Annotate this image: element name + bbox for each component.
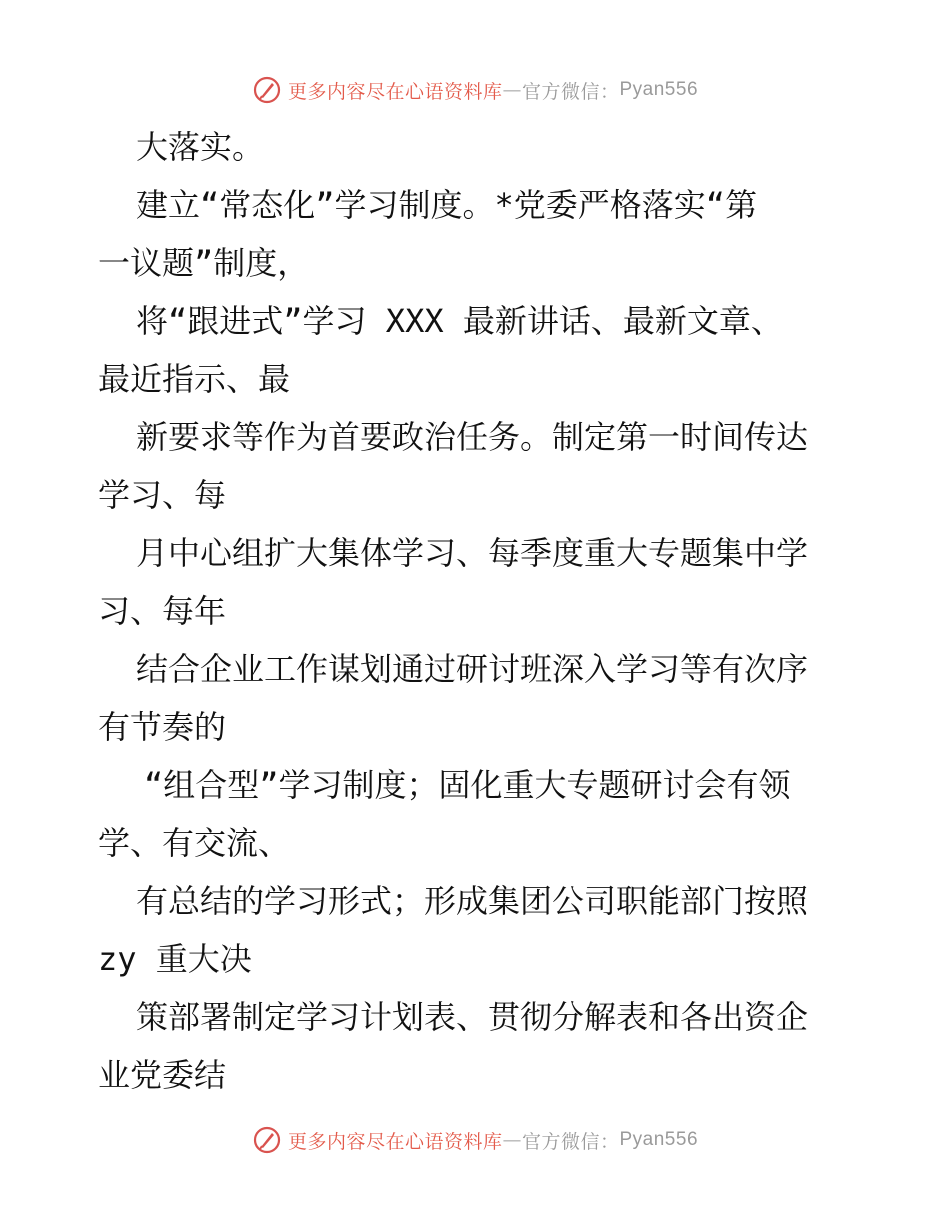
watermark-separator: — [502, 1129, 522, 1151]
quill-pen-circle-icon [252, 75, 282, 105]
text-line: zy 重大决 [98, 940, 252, 978]
text-line: 有总结的学习形式；形成集团公司职能部门按照 [136, 882, 809, 920]
document-body [98, 118, 858, 1104]
text-line: 大落实。 [136, 128, 265, 166]
text-line: 有节奏的 [98, 708, 227, 746]
text-line: 将“跟进式”学习 XXX 最新讲话、最新文章、 [136, 302, 783, 340]
quill-pen-circle-icon [252, 1125, 282, 1155]
watermark-handle: Pyan556 [619, 1129, 699, 1150]
text-line: 月中心组扩大集体学习、每季度重大专题集中学 [136, 534, 809, 572]
text-line: 策部署制定学习计划表、贯彻分解表和各出资企 [136, 998, 809, 1036]
text-line: 业党委结 [98, 1056, 227, 1094]
watermark-label: 官方微信： [521, 80, 620, 103]
text-line: 新要求等作为首要政治任务。制定第一时间传达 [136, 418, 809, 456]
watermark-brand: 更多内容尽在心语资料库 [287, 80, 503, 103]
text-line: 最近指示、最 [98, 360, 291, 398]
text-line: 结合企业工作谋划通过研讨班深入学习等有次序 [136, 650, 809, 688]
text-line: 建立“常态化”学习制度。*党委严格落实“第 [136, 186, 758, 224]
footer-watermark [0, 1120, 950, 1160]
text-line: “组合型”学习制度；固化重大专题研讨会有领 [144, 766, 791, 804]
watermark-separator: — [502, 79, 522, 101]
watermark-brand: 更多内容尽在心语资料库 [287, 1130, 503, 1153]
text-line: 学、有交流、 [98, 824, 291, 862]
text-line: 习、每年 [98, 592, 227, 630]
text-line: 学习、每 [98, 476, 227, 514]
text-line: 一议题”制度， [98, 244, 310, 282]
watermark-label: 官方微信： [521, 1130, 620, 1153]
header-watermark [0, 70, 950, 110]
watermark-handle: Pyan556 [619, 79, 699, 100]
